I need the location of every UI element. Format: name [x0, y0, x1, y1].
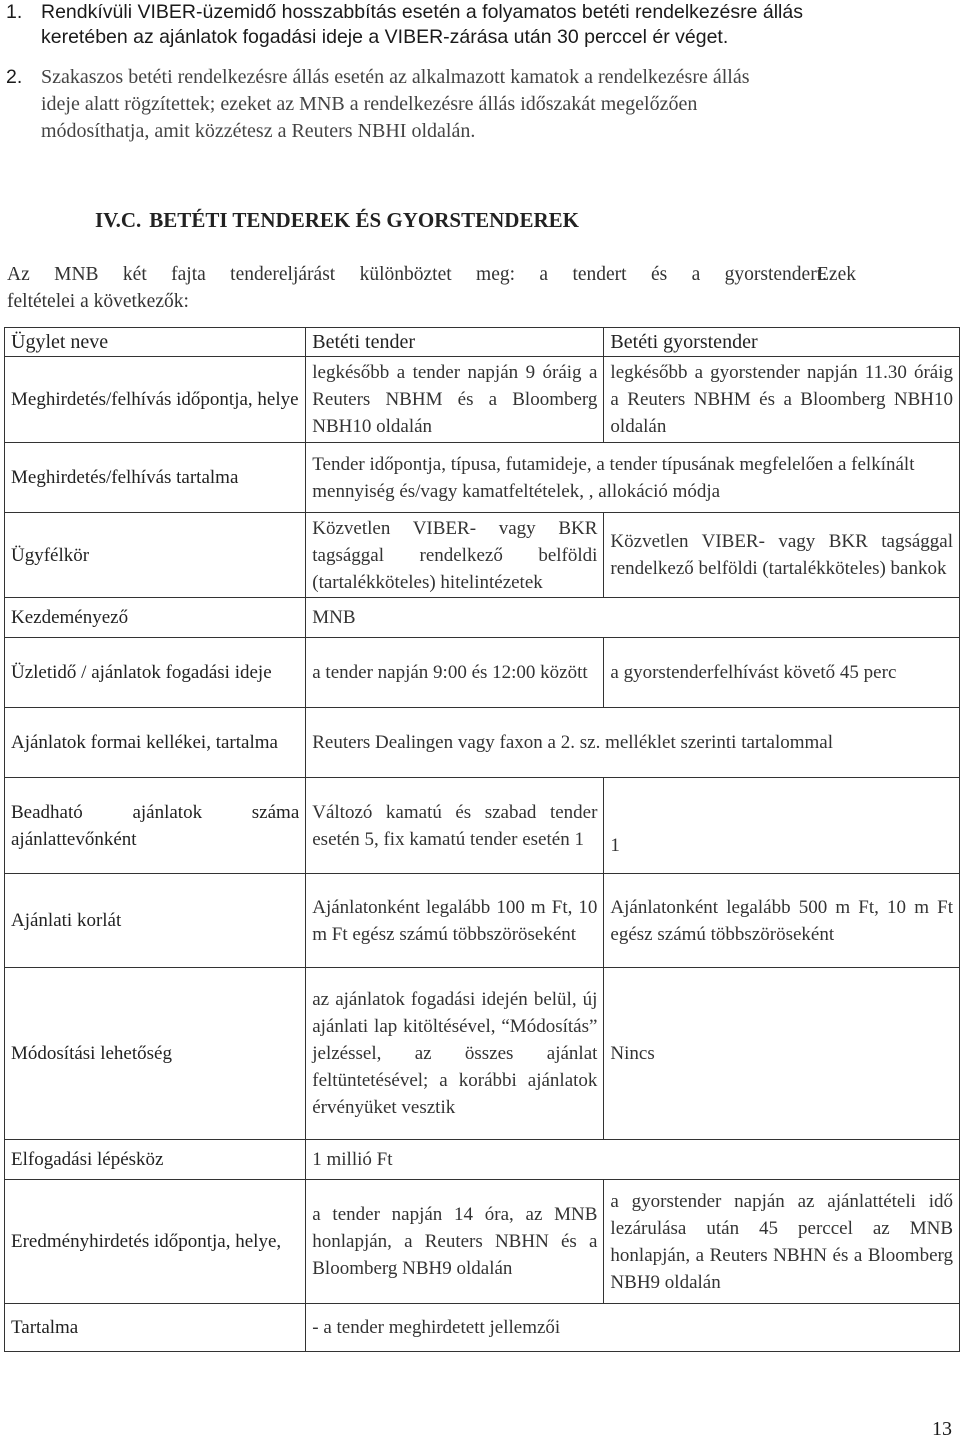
table-row: [5, 968, 960, 1140]
row-label: Eredményhirdetés időpontja, helye,: [5, 1180, 306, 1304]
tender-cell: Ajánlatonként legalább 100 m Ft, 10 m Ft egész számú többszöröseként: [306, 874, 604, 968]
quick-tender-cell: a gyorstenderfelhívást követő 45 perc: [604, 638, 960, 708]
table-row: [5, 1180, 960, 1304]
row-label: Ajánlati korlát: [5, 874, 306, 968]
table-row: [5, 1140, 960, 1180]
quick-tender-cell: Nincs: [604, 968, 960, 1140]
row-label: Meghirdetés/felhívás tartalma: [5, 443, 306, 513]
row-label: Elfogadási lépésköz: [5, 1140, 306, 1180]
row-label: Módosítási lehetőség: [5, 968, 306, 1140]
row-label: Üzletidő / ajánlatok fogadási ideje: [5, 638, 306, 708]
table-row: [5, 357, 960, 443]
row-label: Beadható ajánlatok száma ajánlattevőnként: [5, 778, 306, 874]
table-row: [5, 1304, 960, 1352]
table-row: [5, 874, 960, 968]
page-number: 13: [932, 1418, 952, 1440]
merged-cell: MNB: [306, 598, 960, 638]
section-title: BETÉTI TENDEREK ÉS GYORSTENDEREK: [149, 208, 579, 232]
intro-line: feltételei a következők:: [7, 291, 189, 312]
table-row: [5, 708, 960, 778]
tender-cell: az ajánlatok fogadási idején belül, új ajánlati lap kitöltésével, “Módosítás” jelzéssel, az összes ajánlat feltüntetésével; a korábbi ajánlatok érvényüket vesztik: [306, 968, 604, 1140]
table-row: [5, 598, 960, 638]
row-label: Ajánlatok formai kellékei, tartalma: [5, 708, 306, 778]
quick-tender-cell: Ajánlatonként legalább 500 m Ft, 10 m Ft egész számú többszöröseként: [604, 874, 960, 968]
tender-cell: Közvetlen VIBER- vagy BKR tagsággal rendelkező belföldi (tartalékköteles) hitelintézetek: [306, 513, 604, 598]
section-number: IV.C.: [95, 208, 142, 232]
section-heading: [95, 208, 579, 233]
merged-cell: Tender időpontja, típusa, futamideje, a tender típusának megfelelően a felkínált mennyiség és/vagy kamatfeltételek, , allokáció módja: [306, 443, 960, 513]
table-row: [5, 778, 960, 874]
merged-cell: Reuters Dealingen vagy faxon a 2. sz. melléklet szerinti tartalommal: [306, 708, 960, 778]
table-row: [5, 638, 960, 708]
intro-line: Az MNB két fajta tendereljárást különböztet meg: a tendert és a gyorstendert.: [7, 264, 827, 285]
tender-cell: a tender napján 14 óra, az MNB honlapján, a Reuters NBHN és a Bloomberg NBH9 oldalán: [306, 1180, 604, 1304]
list-item-line: Szakaszos betéti rendelkezésre állás esetén az alkalmazott kamatok a rendelkezésre állás: [41, 66, 750, 88]
table-row: [5, 513, 960, 598]
list-item-number: 1.: [6, 1, 23, 23]
column-header: Betéti gyorstender: [604, 328, 960, 357]
list-item-line: keretében az ajánlatok fogadási ideje a VIBER-zárása után 30 perccel ér véget.: [41, 26, 729, 48]
intro-line-end: Ezek: [817, 264, 856, 285]
merged-cell: - a tender meghirdetett jellemzői: [306, 1304, 960, 1352]
row-label: Meghirdetés/felhívás időpontja, helye: [5, 357, 306, 443]
table-row: [5, 443, 960, 513]
list-item-line: Rendkívüli VIBER-üzemidő hosszabbítás esetén a folyamatos betéti rendelkezésre állás: [41, 1, 803, 23]
tender-terms-table: [4, 327, 960, 1352]
row-label: Ügyfélkör: [5, 513, 306, 598]
tender-cell: legkésőbb a tender napján 9 óráig a Reuters NBHM és a Bloomberg NBH10 oldalán: [306, 357, 604, 443]
table-header-row: [5, 328, 960, 357]
column-header: Betéti tender: [306, 328, 604, 357]
quick-tender-cell: 1: [604, 778, 960, 874]
quick-tender-cell: a gyorstender napján az ajánlattételi idő lezárulása után 45 perccel az MNB honlapján, a Reuters NBHN és a Bloomberg NBH9 oldalán: [604, 1180, 960, 1304]
column-header: Ügylet neve: [5, 328, 306, 357]
row-label: Kezdeményező: [5, 598, 306, 638]
merged-cell: 1 millió Ft: [306, 1140, 960, 1180]
quick-tender-cell: Közvetlen VIBER- vagy BKR tagsággal rendelkező belföldi (tartalékköteles) bankok: [604, 513, 960, 598]
list-item-line: módosíthatja, amit közzétesz a Reuters NBHI oldalán.: [41, 120, 476, 142]
list-item-number: 2.: [6, 66, 23, 88]
list-item-line: ideje alatt rögzítettek; ezeket az MNB a rendelkezésre állás időszakát megelőzően: [41, 93, 698, 115]
quick-tender-cell: legkésőbb a gyorstender napján 11.30 óráig a Reuters NBHM és a Bloomberg NBH10 oldalán: [604, 357, 960, 443]
tender-cell: Változó kamatú és szabad tender esetén 5, fix kamatú tender esetén 1: [306, 778, 604, 874]
row-label: Tartalma: [5, 1304, 306, 1352]
tender-cell: a tender napján 9:00 és 12:00 között: [306, 638, 604, 708]
